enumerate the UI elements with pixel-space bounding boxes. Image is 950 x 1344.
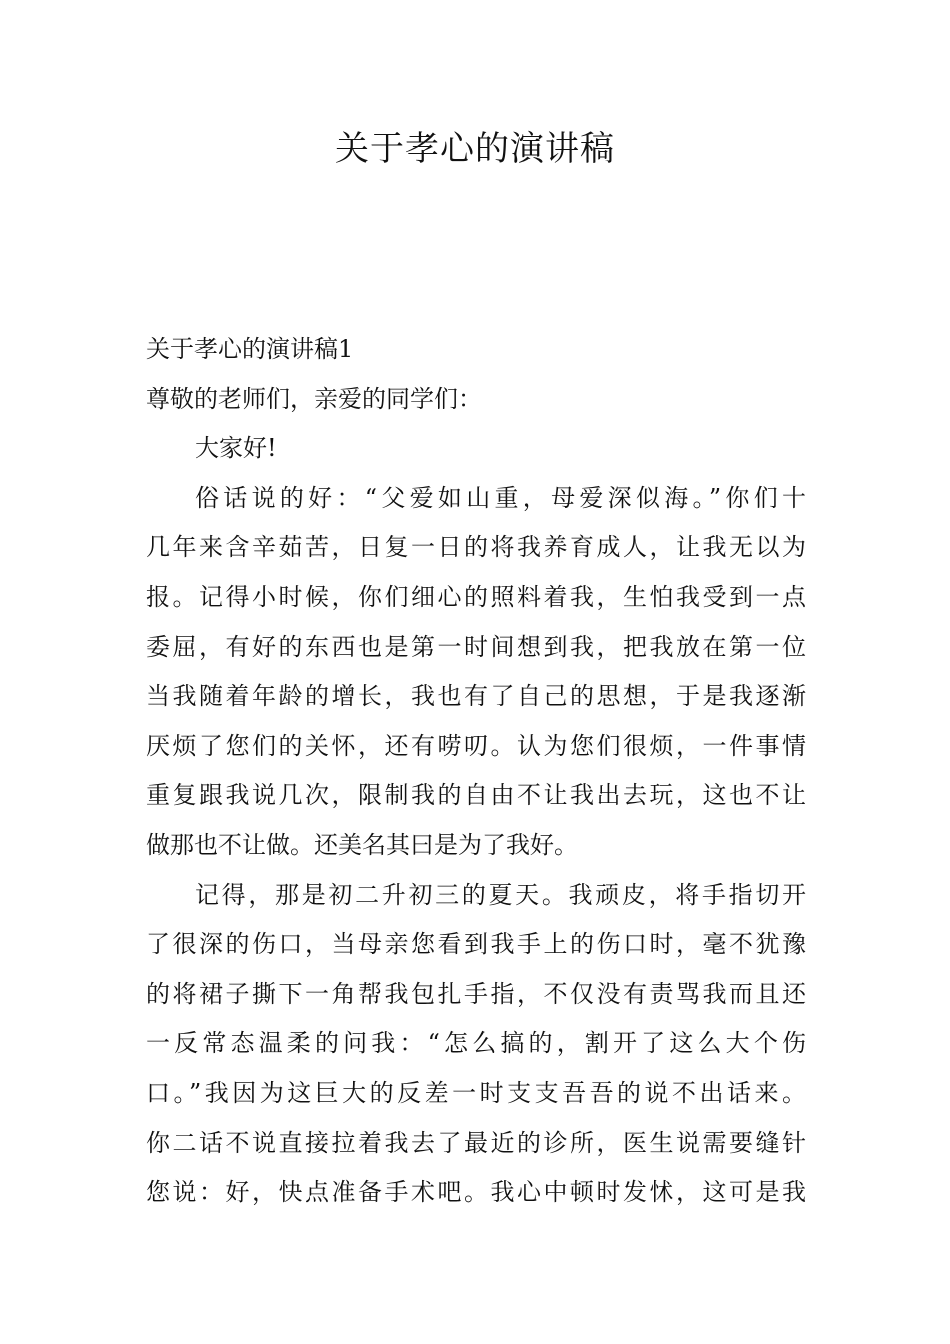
body-line: 你二话不说直接拉着我去了最近的诊所，医生说需要缝针	[146, 1128, 806, 1157]
body-line: 记得，那是初二升初三的夏天。我顽皮，将手指切开	[195, 880, 806, 909]
document-body	[146, 325, 806, 1218]
body-line: 几年来含辛茹苦，日复一日的将我养育成人，让我无以为	[146, 533, 806, 562]
greeting: 大家好!	[195, 434, 277, 463]
body-line: 重复跟我说几次，限制我的自由不让我出去玩，这也不让	[146, 781, 806, 810]
body-line: 口。”我因为这巨大的反差一时支支吾吾的说不出话来。	[146, 1078, 806, 1107]
body-line: 厌烦了您们的关怀，还有唠叨。认为您们很烦，一件事情	[146, 731, 806, 760]
section-heading: 关于孝心的演讲稿1	[146, 335, 354, 363]
body-line: 您说：好，快点准备手术吧。我心中顿时发怵，这可是我	[146, 1178, 806, 1207]
body-line: 报。记得小时候，你们细心的照料着我，生怕我受到一点	[146, 582, 806, 611]
body-line: 俗话说的好：“父爱如山重，母爱深似海。”你们十	[195, 483, 806, 512]
body-line: 一反常态温柔的问我：“怎么搞的，割开了这么大个伤	[146, 1029, 806, 1058]
salutation: 尊敬的老师们，亲爱的同学们：	[146, 384, 482, 413]
body-line: 委屈，有好的东西也是第一时间想到我，把我放在第一位	[146, 632, 806, 661]
body-line: 做那也不让做。还美名其曰是为了我好。	[146, 830, 578, 859]
body-line: 的将裙子撕下一角帮我包扎手指，不仅没有责骂我而且还	[146, 979, 806, 1008]
body-line: 当我随着年龄的增长，我也有了自己的思想，于是我逐渐	[146, 682, 806, 711]
document-title: 关于孝心的演讲稿	[335, 129, 615, 169]
body-line: 了很深的伤口，当母亲您看到我手上的伤口时，毫不犹豫	[146, 930, 806, 959]
